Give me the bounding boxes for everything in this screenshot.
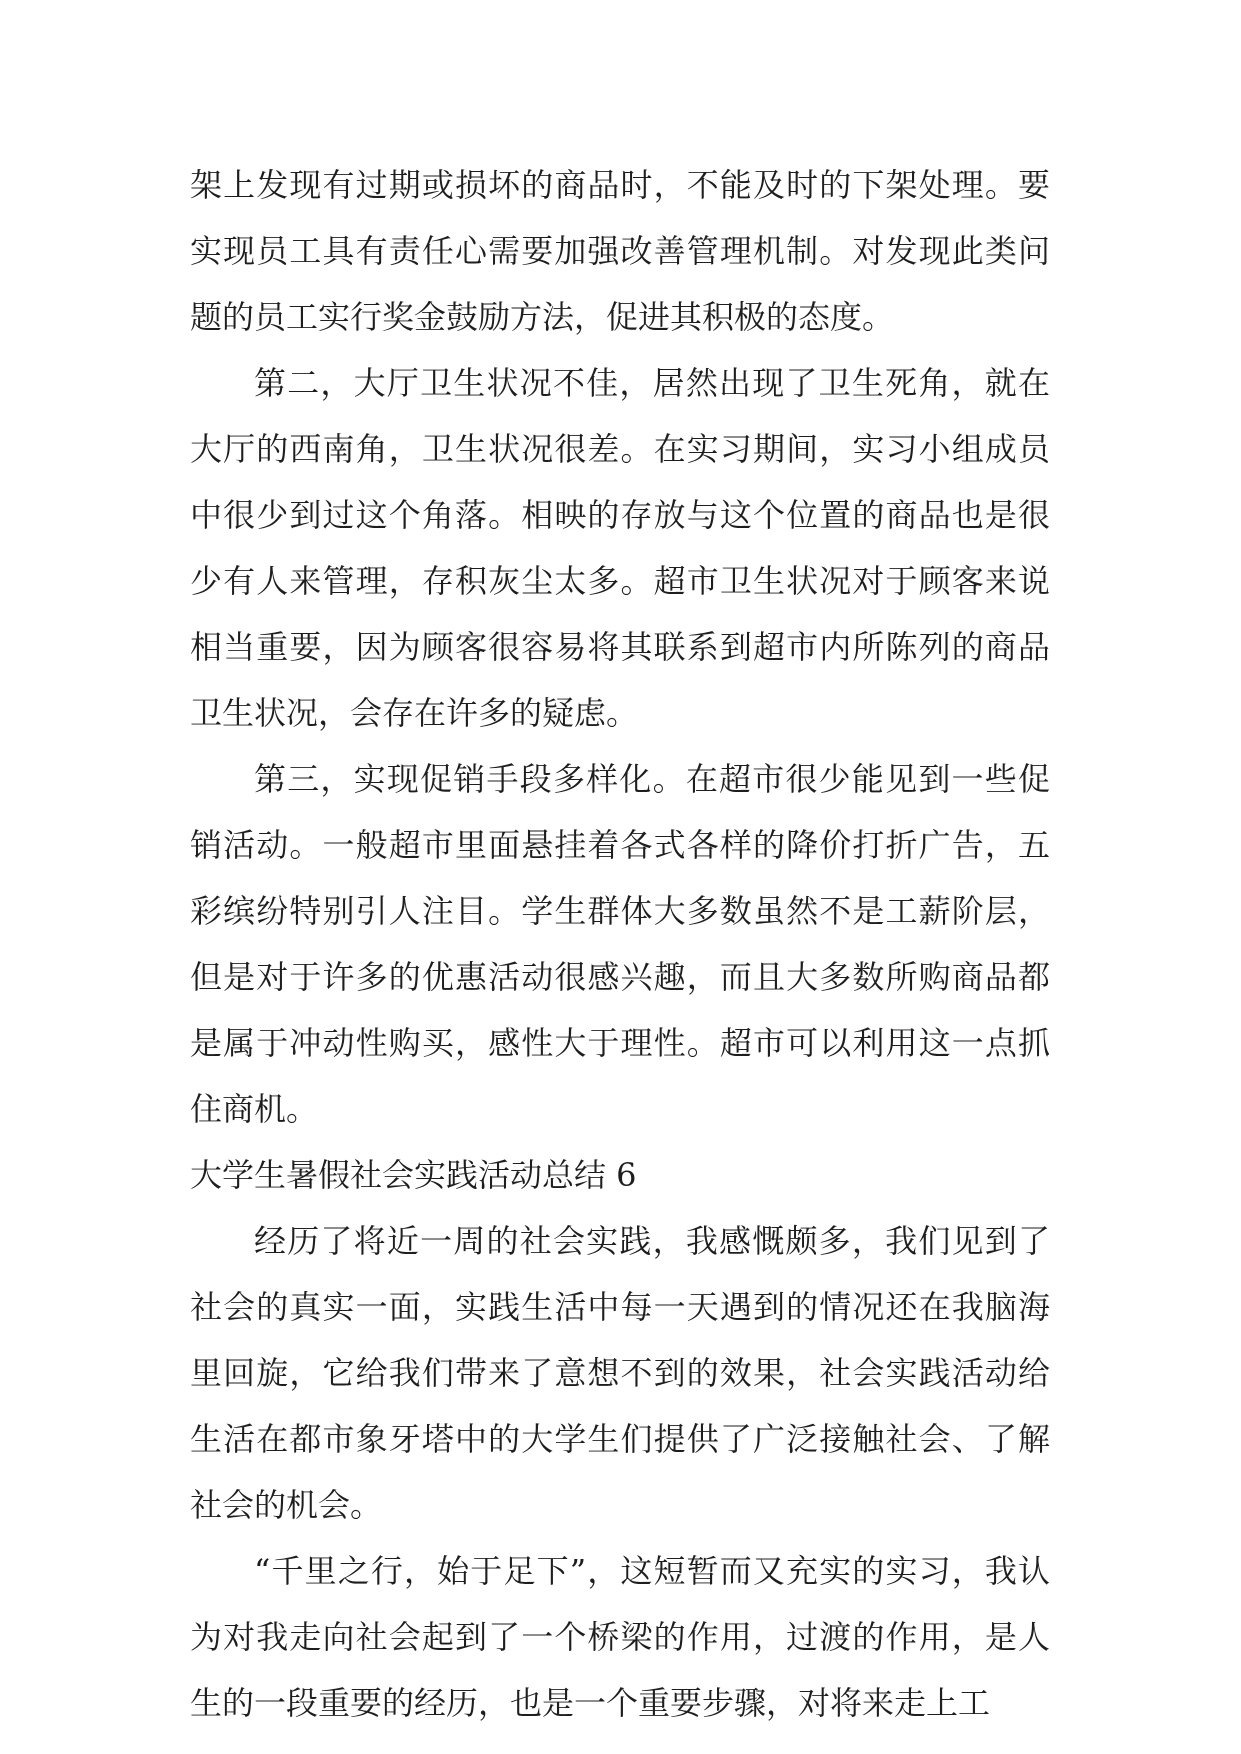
paragraph-experience: 经历了将近一周的社会实践，我感慨颇多，我们见到了社会的真实一面，实践生活中每一天遇到的情况还在我脑海里回旋，它给我们带来了意想不到的效果，社会实践活动给生活在都市象牙塔中的大学生们提供了广泛接触社会、了解社会的机会。 — [190, 1222, 1050, 1524]
paragraph-continuation: 架上发现有过期或损坏的商品时，不能及时的下架处理。要实现员工具有责任心需要加强改善管理机制。对发现此类问题的员工实行奖金鼓励方法，促进其积极的态度。 — [190, 166, 1050, 336]
paragraph-third-point: 第三，实现促销手段多样化。在超市很少能见到一些促销活动。一般超市里面悬挂着各式各样的降价打折广告，五彩缤纷特别引人注目。学生群体大多数虽然不是工薪阶层，但是对于许多的优惠活动很感兴趣，而且大多数所购商品都是属于冲动性购买，感性大于理性。超市可以利用这一点抓住商机。 — [190, 760, 1050, 1128]
section-heading: 大学生暑假社会实践活动总结 6 — [190, 1156, 637, 1194]
paragraph-journey: “千里之行，始于足下”，这短暂而又充实的实习，我认为对我走向社会起到了一个桥梁的作用，过渡的作用，是人生的一段重要的经历，也是一个重要步骤，对将来走上工 — [190, 1552, 1050, 1722]
paragraph-second-point: 第二，大厅卫生状况不佳，居然出现了卫生死角，就在大厅的西南角，卫生状况很差。在实习期间，实习小组成员中很少到过这个角落。相映的存放与这个位置的商品也是很少有人来管理，存积灰尘太多。超市卫生状况对于顾客来说相当重要，因为顾客很容易将其联系到超市内所陈列的商品卫生状况，会存在许多的疑虑。 — [190, 364, 1050, 732]
document-body — [190, 152, 1050, 1736]
